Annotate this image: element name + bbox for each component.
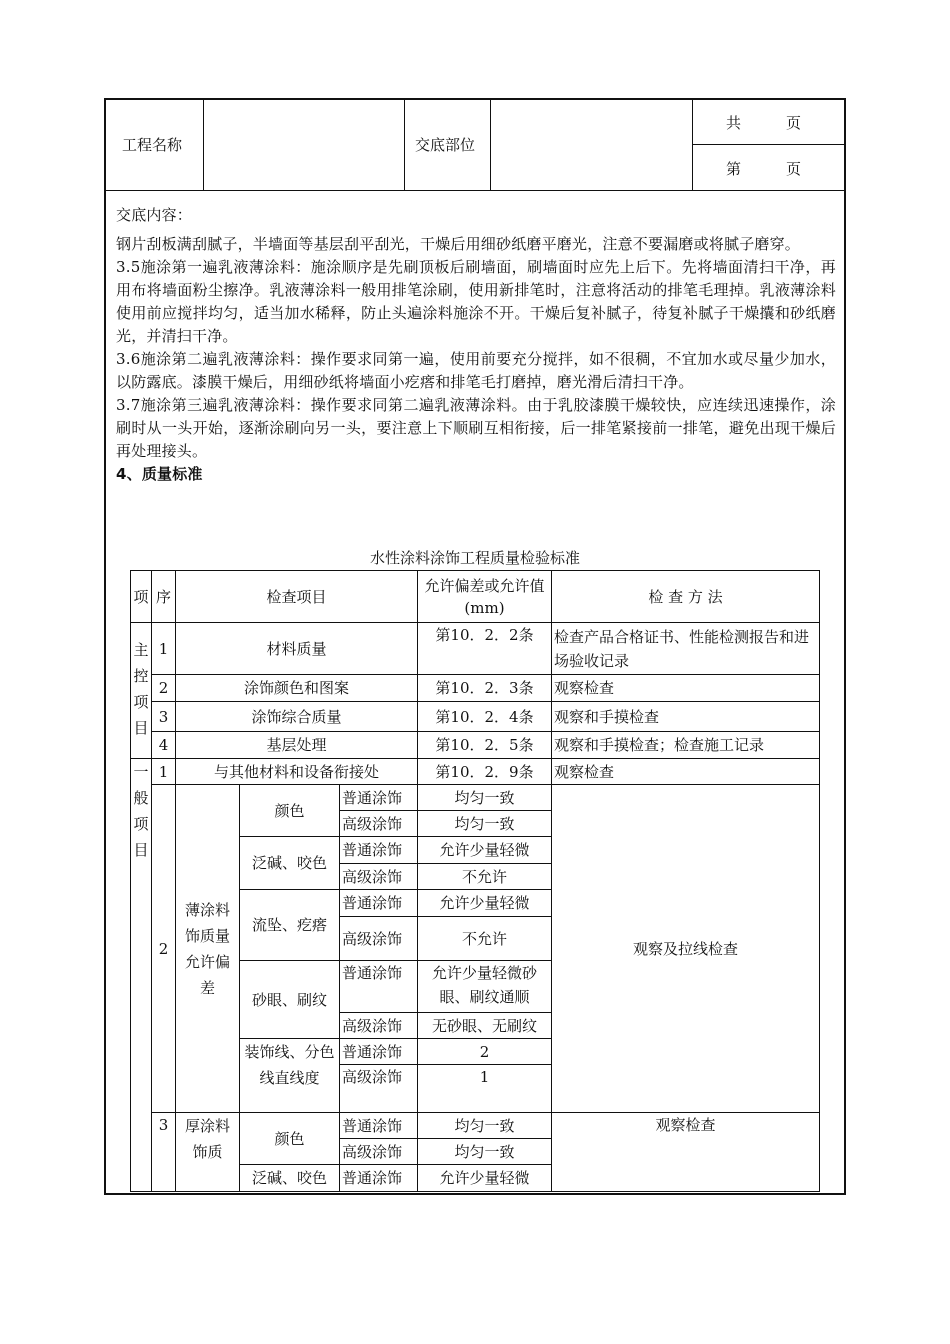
grade-cell: 普通涂饰 bbox=[340, 1039, 418, 1065]
seq-cell: 1 bbox=[152, 623, 176, 675]
sub-item-cell: 砂眼、刷纹 bbox=[240, 961, 340, 1039]
grade-cell: 普通涂饰 bbox=[340, 837, 418, 864]
seq-cell: 3 bbox=[152, 1113, 176, 1192]
seq-cell: 4 bbox=[152, 732, 176, 759]
thin-coating-label: 薄涂料饰质量允许偏差 bbox=[176, 785, 240, 1113]
method-cell: 检查产品合格证书、性能检测报告和进场验收记录 bbox=[552, 623, 820, 675]
clause-cell: 第10．2．2条 bbox=[418, 623, 552, 675]
grade-cell: 普通涂饰 bbox=[340, 961, 418, 1013]
table-caption: 水性涂料涂饰工程质量检验标准 bbox=[369, 549, 580, 567]
grade-cell: 普通涂饰 bbox=[340, 1113, 418, 1139]
value-cell: 允许少量轻微 bbox=[418, 1165, 552, 1192]
value-cell: 允许少量轻微砂眼、刷纹通顺 bbox=[418, 961, 552, 1013]
grade-cell: 普通涂饰 bbox=[340, 890, 418, 917]
header-seq: 序 bbox=[152, 571, 176, 623]
check-item-cell: 涂饰颜色和图案 bbox=[176, 675, 418, 702]
value-cell: 均匀一致 bbox=[418, 785, 552, 811]
method-cell: 观察检查 bbox=[552, 1113, 820, 1192]
value-cell: 无砂眼、无刷纹 bbox=[418, 1013, 552, 1039]
header-item: 项 bbox=[131, 571, 152, 623]
method-cell: 观察检查 bbox=[552, 675, 820, 702]
section-title: 4、质量标准 bbox=[116, 465, 203, 483]
sub-item-cell: 颜色 bbox=[240, 785, 340, 837]
grade-cell: 高级涂饰 bbox=[340, 864, 418, 890]
sub-item-cell: 泛碱、咬色 bbox=[240, 837, 340, 890]
value-cell: 均匀一致 bbox=[418, 1139, 552, 1165]
paragraph: 3.5施涂第一遍乳液薄涂料：施涂顺序是先刷顶板后刷墙面，刷墙面时应先上后下。先将墙面清扫干净，再用布将墙面粉尘擦净。乳液薄涂料一般用排笔涂刷，使用新排笔时，注意将活动的排笔毛理掉。乳液薄涂料使用前应搅拌均匀，适当加水稀释，防止头遍涂料施涂不开。干燥后复补腻子，待复补腻子干燥攮和砂纸磨光，并清扫干净。 bbox=[116, 258, 836, 345]
seq-cell: 3 bbox=[152, 702, 176, 732]
header-check-item: 检查项目 bbox=[176, 571, 418, 623]
header-divider bbox=[404, 98, 405, 191]
method-cell: 观察和手摸检查；检查施工记录 bbox=[552, 732, 820, 759]
clause-cell: 第10．2．3条 bbox=[418, 675, 552, 702]
clause-cell: 第10．2．5条 bbox=[418, 732, 552, 759]
header-divider bbox=[692, 144, 846, 145]
check-item-cell: 涂饰综合质量 bbox=[176, 702, 418, 732]
main-group-label: 主控项目 bbox=[131, 623, 152, 759]
grade-cell: 普通涂饰 bbox=[340, 1165, 418, 1192]
header-divider bbox=[490, 98, 491, 191]
seq-cell: 2 bbox=[152, 785, 176, 1113]
grade-cell: 高级涂饰 bbox=[340, 811, 418, 837]
page-number: 第 页 bbox=[726, 160, 802, 178]
seq-cell: 1 bbox=[152, 759, 176, 785]
paragraph: 3.6施涂第二遍乳液薄涂料：操作要求同第一遍，使用前要充分搅拌，如不很稠，不宜加水或尽量少加水，以防露底。漆膜干燥后，用细砂纸将墙面小疙瘩和排笔毛打磨掉，磨光滑后清扫干净。 bbox=[116, 350, 836, 391]
sub-item-cell: 颜色 bbox=[240, 1113, 340, 1165]
header-divider bbox=[203, 98, 204, 191]
method-cell: 观察和手摸检查 bbox=[552, 702, 820, 732]
check-item-cell: 与其他材料和设备衔接处 bbox=[176, 759, 418, 785]
method-cell: 观察及拉线检查 bbox=[552, 785, 820, 1113]
header-method: 检 查 方 法 bbox=[552, 571, 820, 623]
thick-coating-label: 厚涂料饰质 bbox=[176, 1113, 240, 1192]
check-item-cell: 材料质量 bbox=[176, 623, 418, 675]
value-cell: 允许少量轻微 bbox=[418, 890, 552, 917]
value-cell: 均匀一致 bbox=[418, 1113, 552, 1139]
sub-item-cell: 流坠、疙瘩 bbox=[240, 890, 340, 961]
project-name-label: 工程名称 bbox=[122, 136, 183, 154]
value-cell: 均匀一致 bbox=[418, 811, 552, 837]
paragraph: 3.7施涂第三遍乳液薄涂料：操作要求同第二遍乳液薄涂料。由于乳胶漆膜干燥较快，应连续迅速操作，涂刷时从一头开始，逐渐涂刷向另一头，要注意上下顺刷互相衔接，后一排笔紧接前一排笔，避免出现干燥后再处理接头。 bbox=[116, 396, 836, 460]
sub-item-cell: 泛碱、咬色 bbox=[240, 1165, 340, 1192]
grade-cell: 高级涂饰 bbox=[340, 1065, 418, 1113]
check-item-cell: 基层处理 bbox=[176, 732, 418, 759]
content-body bbox=[116, 204, 836, 486]
header-block bbox=[104, 98, 846, 192]
grade-cell: 普通涂饰 bbox=[340, 785, 418, 811]
header-tolerance: 允许偏差或允许值(mm) bbox=[418, 571, 552, 623]
clause-cell: 第10．2．4条 bbox=[418, 702, 552, 732]
sub-item-cell: 装饰线、分色线直线度 bbox=[240, 1039, 340, 1113]
grade-cell: 高级涂饰 bbox=[340, 917, 418, 961]
header-bottom-border bbox=[104, 190, 846, 191]
value-cell: 允许少量轻微 bbox=[418, 837, 552, 864]
value-cell: 2 bbox=[418, 1039, 552, 1065]
seq-cell: 2 bbox=[152, 675, 176, 702]
total-pages: 共 页 bbox=[726, 114, 802, 132]
grade-cell: 高级涂饰 bbox=[340, 1013, 418, 1039]
quality-table bbox=[130, 570, 820, 1192]
location-label: 交底部位 bbox=[415, 136, 476, 154]
value-cell: 不允许 bbox=[418, 864, 552, 890]
value-cell: 1 bbox=[418, 1065, 552, 1113]
grade-cell: 高级涂饰 bbox=[340, 1139, 418, 1165]
general-group-label: 一般项目 bbox=[131, 759, 152, 1192]
clause-cell: 第10．2．9条 bbox=[418, 759, 552, 785]
value-cell: 不允许 bbox=[418, 917, 552, 961]
content-label: 交底内容： bbox=[116, 206, 193, 224]
method-cell: 观察检查 bbox=[552, 759, 820, 785]
paragraph: 钢片刮板满刮腻子，半墙面等基层刮平刮光，干燥后用细砂纸磨平磨光，注意不要漏磨或将腻子磨穿。 bbox=[116, 235, 801, 253]
